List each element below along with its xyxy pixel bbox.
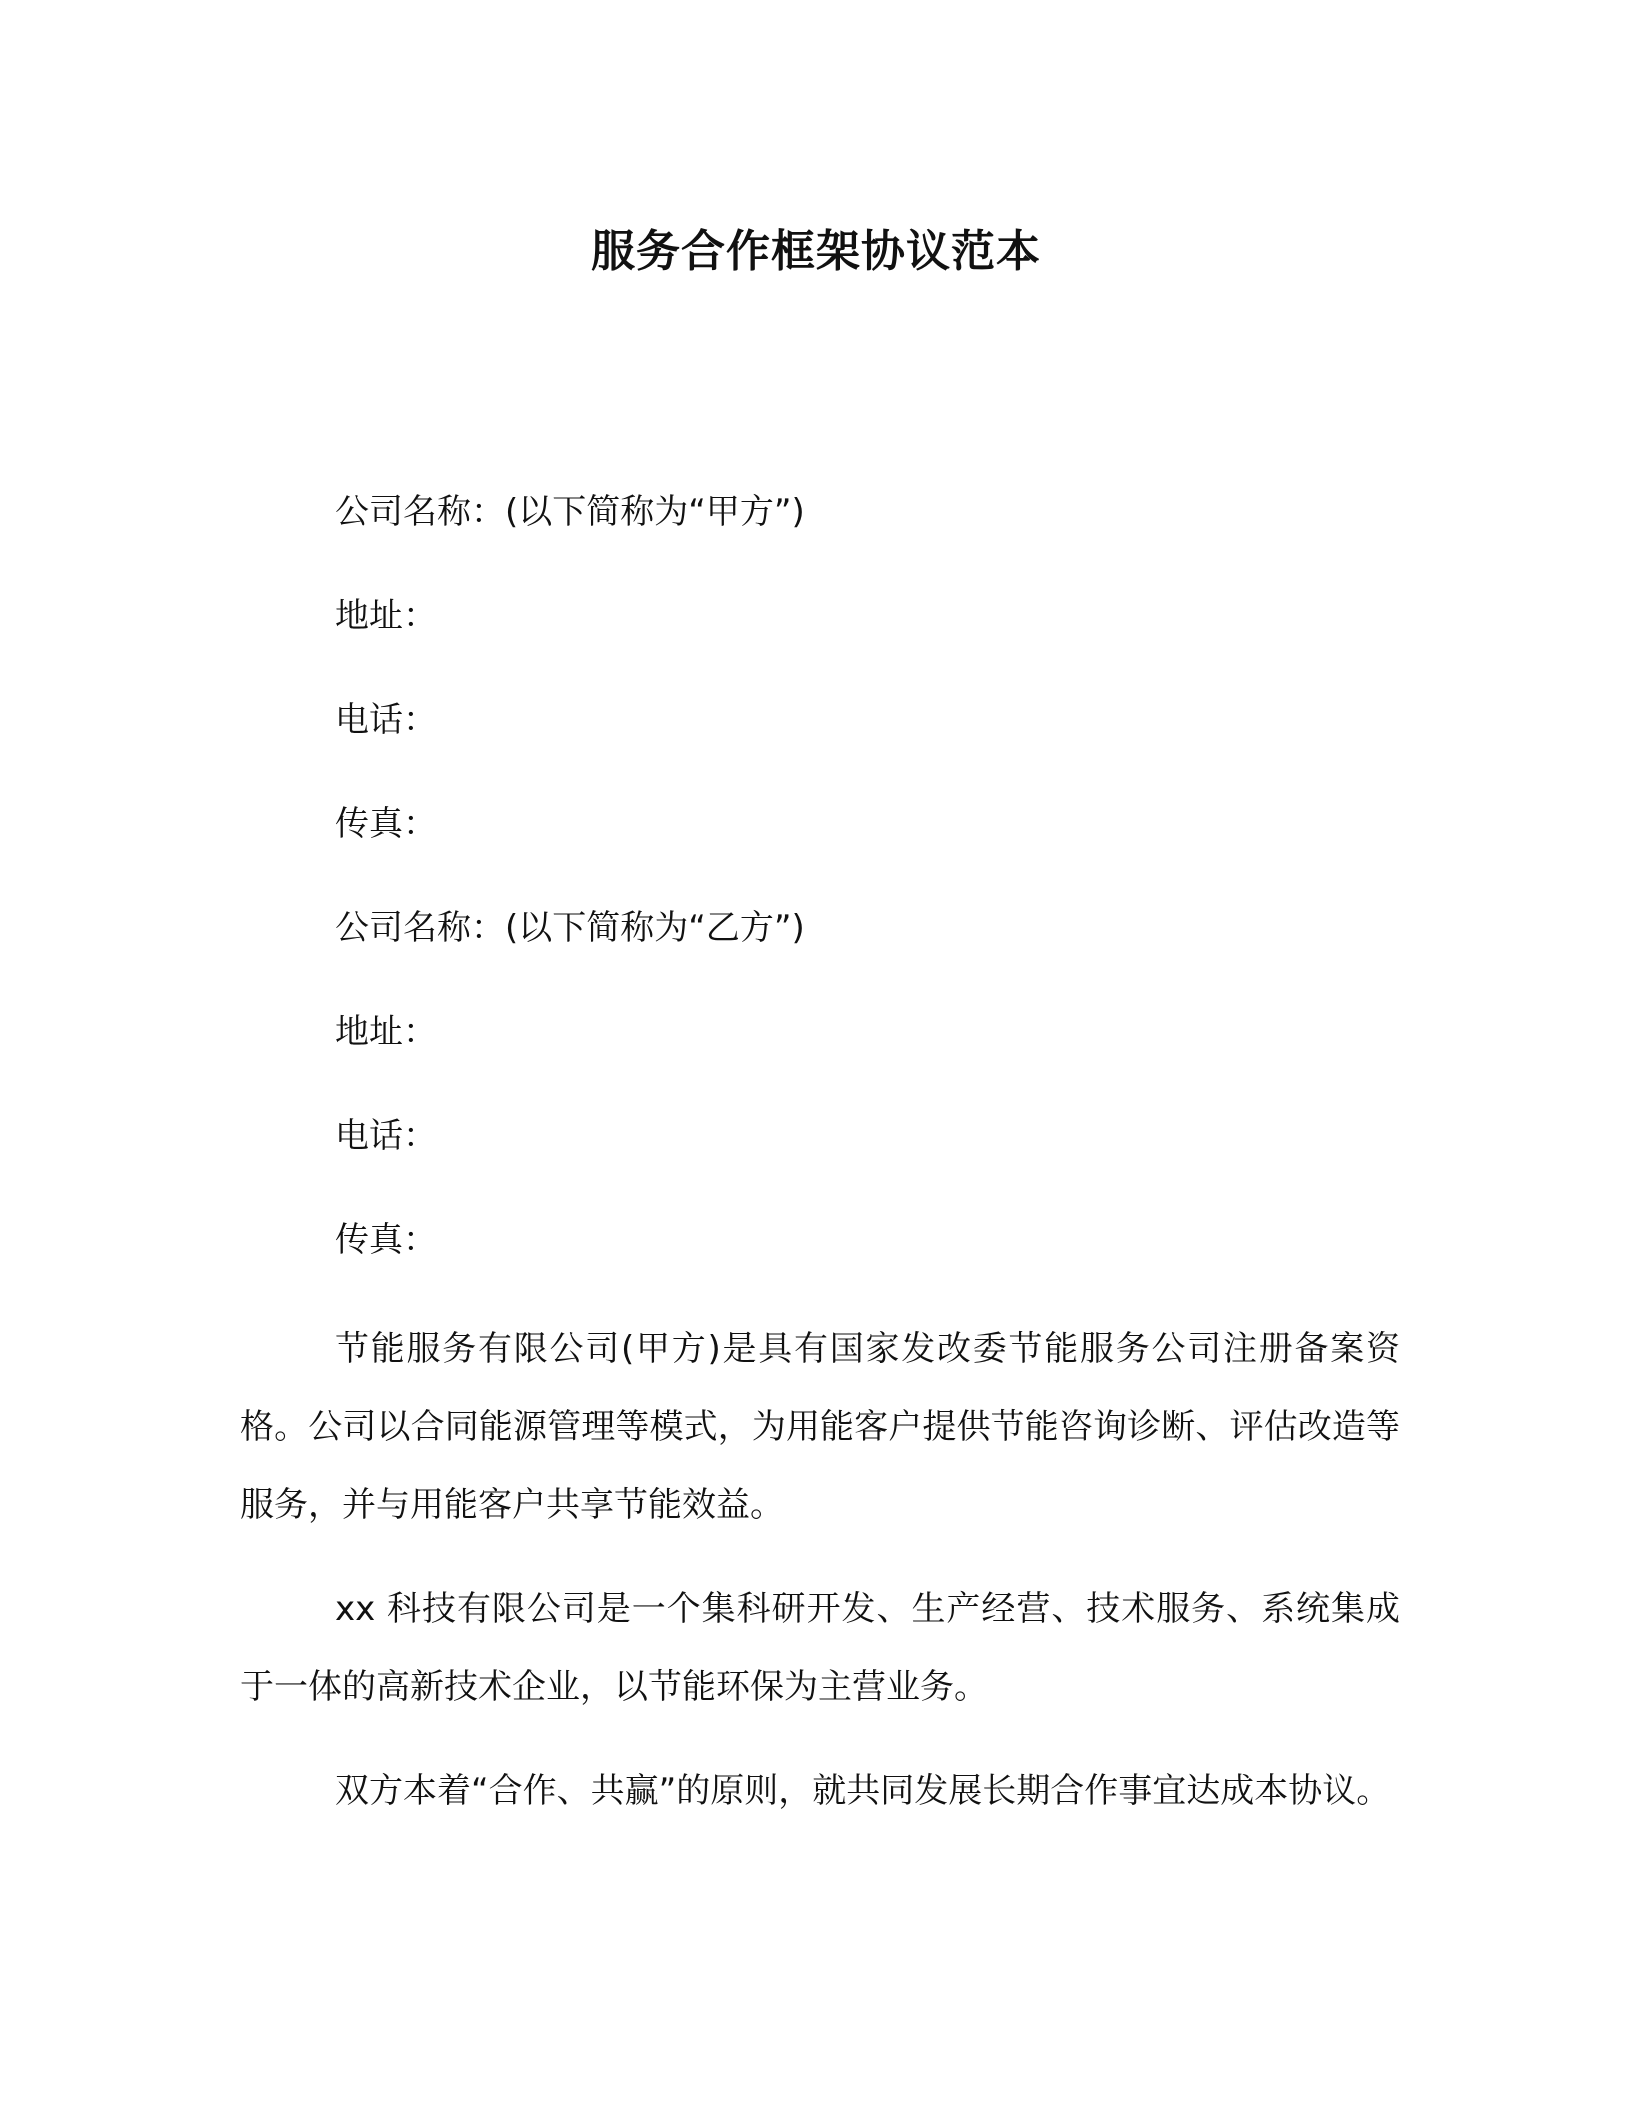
party-a-phone: 电话： [335, 700, 437, 740]
party-b-phone: 电话： [335, 1116, 437, 1156]
paragraph-party-a-intro: 节能服务有限公司(甲方)是具有国家发改委节能服务公司注册备案资格。公司以合同能源管理等模式，为用能客户提供节能咨询诊断、评估改造等服务，并与用能客户共享节能效益。 [240, 1329, 1400, 1525]
paragraph-party-b-intro: xx 科技有限公司是一个集科研开发、生产经营、技术服务、系统集成于一体的高新技术企业，以节能环保为主营业务。 [240, 1589, 1400, 1707]
party-a-company: 公司名称：(以下简称为“甲方”) [335, 492, 805, 532]
party-b-address: 地址： [335, 1012, 437, 1052]
document-title: 服务合作框架协议范本 [591, 226, 1041, 277]
party-a-fax: 传真： [335, 804, 437, 844]
paragraph-agreement-purpose: 双方本着“合作、共赢”的原则，就共同发展长期合作事宜达成本协议。 [335, 1771, 1391, 1811]
party-b-company: 公司名称：(以下简称为“乙方”) [335, 908, 805, 948]
party-info-section [335, 490, 1435, 1322]
party-a-address: 地址： [335, 596, 437, 636]
party-b-fax: 传真： [335, 1220, 437, 1260]
